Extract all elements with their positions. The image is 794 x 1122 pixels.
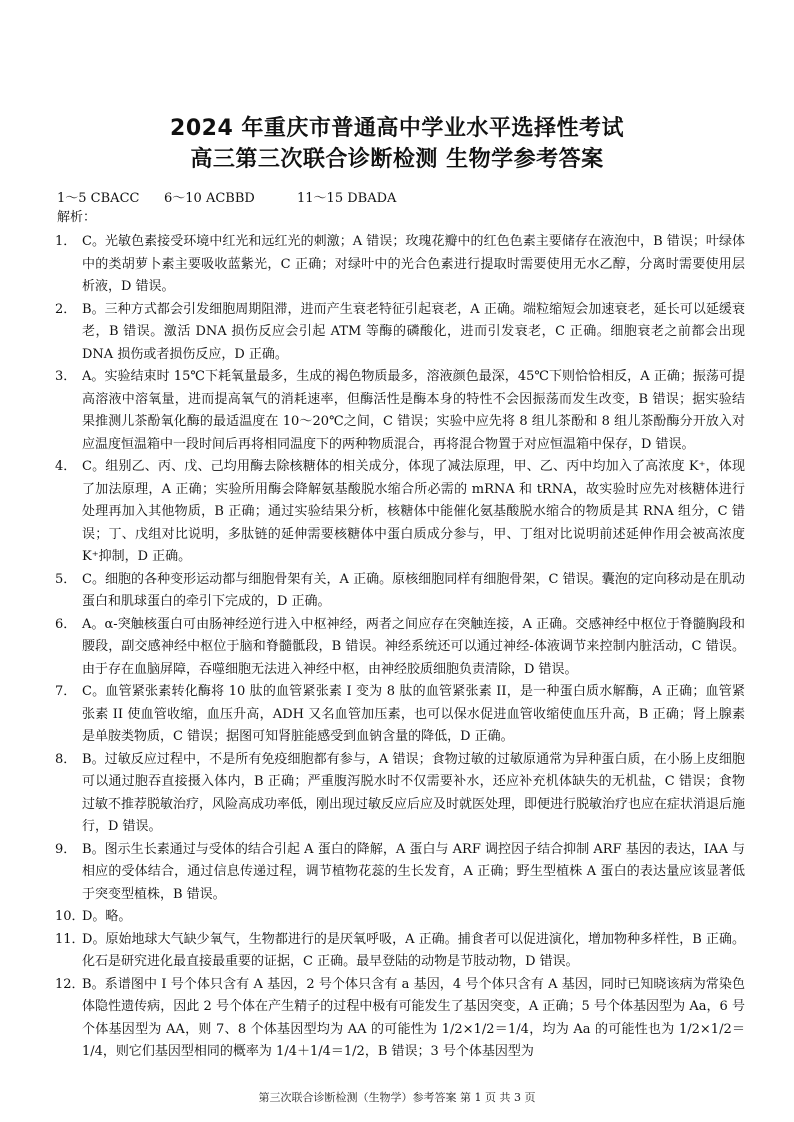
list-item — [55, 929, 745, 974]
list-item — [55, 681, 745, 749]
item-text: D。略。 — [82, 909, 132, 924]
item-number: 12． — [55, 976, 85, 992]
answer-key — [57, 190, 396, 207]
list-item — [55, 906, 745, 929]
title-line-1: 2024 年重庆市普通高中学业水平选择性考试 — [170, 116, 624, 141]
answer-group-1: 1～5 CBACC — [57, 191, 140, 206]
item-number: 7． — [55, 684, 77, 699]
item-text: B。图示生长素通过与受体的结合引起 A 蛋白的降解，A 蛋白与 ARF 调控因子结合抑制 ARF 基因的表达，IAA 与相应的受体结合，通过信息传递过程，调节植物花蕊的生长发育，A 正确；野生型植株 A 蛋白的表达量应该显著低于突变型植株，B 错误。 — [82, 841, 745, 902]
item-number: 5． — [55, 571, 77, 587]
item-number: 4． — [55, 459, 77, 474]
list-item — [55, 749, 745, 839]
item-text: A。α-突触核蛋白可由肠神经逆行进入中枢神经，两者之间应存在突触连接，A 正确。交感神经中枢位于脊髓胸段和腰段，副交感神经中枢位于脑和脊髓骶段，B 错误。神经系统还可以通过神经-体液调节来控制内脏活动，C 错误。由于存在血脑屏障，吞噬细胞无法进入神经中枢，由神经胶质细胞负责清除，D 错误。 — [82, 616, 745, 677]
list-item — [55, 231, 745, 299]
item-text: B。过敏反应过程中，不是所有免疫细胞都有参与，A 错误；食物过敏的过敏原通常为异种蛋白质，在小肠上皮细胞可以通过胞吞直接摄入体内，B 正确；严重腹泻脱水时不仅需要补水，还应补充机体缺失的无机盐，C 错误；食物过敏不推荐脱敏治疗，风险高成功率低，刚出现过敏反应后应及时就医处理，即便进行脱敏治疗也应在症状消退后施行，D 错误。 — [82, 751, 746, 834]
title-line-2: 高三第三次联合诊断检测 生物学参考答案 — [190, 147, 604, 172]
item-number: 9． — [55, 841, 77, 857]
item-text: B。系谱图中 I 号个体只含有 A 基因，2 号个体只含有 a 基因，4 号个体只含有 A 基因，同时已知晓该病为常染色体隐性遗传病，因此 2 号个体在产生精子的过程中极有可能发生了基因突变，A 正确；5 号个体基因型为 Aa，6 号个体基因型为 AA，则 7、8 个体基因型均为 AA 的可能性为 1/2×1/2＝1/4，均为 Aa 的可能性也为 1/2×1/2＝1/4，则它们基因型相同的概率为 1/4＋1/4＝1/2，B 错误；3 号个体基因型为 — [82, 976, 745, 1059]
item-text: C。组别乙、丙、戊、己均用酶去除核糖体的相关成分，体现了减法原理，甲、乙、丙中均加入了高浓度 K⁺，体现了加法原理，A 正确；实验所用酶会降解氨基酸脱水缩合所必需的 mRNA 和 tRNA，故实验时应先对核糖体进行处理再加入其他物质，B 正确；通过实验结果分析，核糖体中能催化氨基酸脱水缩合的物质是其 RNA 组分，C 错误；丁、戊组对比说明，多肽链的延伸需要核糖体中蛋白质成分参与，甲、丁组对比说明前述延伸作用会被高浓度 K⁺抑制，D 正确。 — [82, 459, 745, 564]
item-text: C。血管紧张素转化酶将 10 肽的血管紧张素 I 变为 8 肽的血管紧张素 II，是一种蛋白质水解酶，A 正确；血管紧张素 II 使血管收缩，血压升高，ADH 又名血管加压素，也可以保水促进血管收缩使血压升高，B 正确；肾上腺素是单胺类物质，C 错误；据图可知肾脏能感受到血钠含量的降低，D 正确。 — [82, 684, 745, 744]
item-number: 10． — [55, 909, 85, 924]
answer-group-3: 11～15 DBADA — [297, 191, 397, 206]
list-item — [55, 366, 745, 456]
analysis-list — [55, 231, 745, 1064]
list-item — [55, 456, 745, 569]
item-number: 3． — [55, 369, 77, 384]
analysis-label: 解析： — [57, 210, 97, 225]
item-number: 6． — [55, 616, 77, 632]
list-item — [55, 569, 745, 614]
page-footer: 第三次联合诊断检测（生物学）参考答案 第 1 页 共 3 页 — [258, 1091, 536, 1104]
item-text: D。原始地球大气缺少氧气，生物都进行的是厌氧呼吸，A 正确。捕食者可以促进演化，增加物种多样性，B 正确。化石是研究进化最直接最重要的证据，C 正确。最早登陆的动物是节肢动物，D 错误。 — [82, 931, 745, 969]
item-text: A。实验结束时 15℃下耗氧量最多，生成的褐色物质最多，溶液颜色最深，45℃下则恰恰相反，A 正确；振荡可提高溶液中溶氧量，进而提高氧气的消耗速率，但酶活性是酶本身的特性不会因振荡而发生改变，B 错误；据实验结果推测儿茶酚氧化酶的最适温度在 10～20℃之间，C 错误；实验中应先将 8 组儿茶酚和 8 组儿茶酚酶分开放入对应温度恒温箱中一段时间后再将相同温度下的两种物质混合，再将混合物置于对应恒温箱中保存，D 错误。 — [82, 369, 745, 452]
item-text: C。光敏色素接受环境中红光和远红光的刺激；A 错误；玫瑰花瓣中的红色色素主要储存在液泡中，B 错误；叶绿体中的类胡萝卜素主要吸收蓝紫光，C 正确；对绿叶中的光合色素进行提取时需要使用无水乙醇，分离时需要使用层析液，D 错误。 — [82, 234, 745, 294]
item-number: 11． — [55, 931, 85, 947]
list-item — [55, 839, 745, 907]
list-item — [55, 614, 745, 682]
item-text: C。细胞的各种变形运动都与细胞骨架有关，A 正确。原核细胞同样有细胞骨架，C 错误。囊泡的定向移动是在肌动蛋白和肌球蛋白的牵引下完成的，D 正确。 — [82, 571, 745, 609]
item-number: 2． — [55, 301, 77, 317]
item-number: 1． — [55, 234, 77, 249]
list-item — [55, 974, 745, 1064]
item-text: B。三种方式都会引发细胞周期阻滞，进而产生衰老特征引起衰老，A 正确。端粒缩短会加速衰老，延长可以延缓衰老，B 错误。激活 DNA 损伤反应会引起 ATM 等酶的磷酸化，进而引发衰老，C 正确。细胞衰老之前都会出现 DNA 损伤或者损伤反应，D 正确。 — [82, 301, 745, 362]
answer-group-2: 6～10 ACBBD — [164, 191, 255, 206]
item-number: 8． — [55, 751, 77, 767]
list-item — [55, 299, 745, 367]
